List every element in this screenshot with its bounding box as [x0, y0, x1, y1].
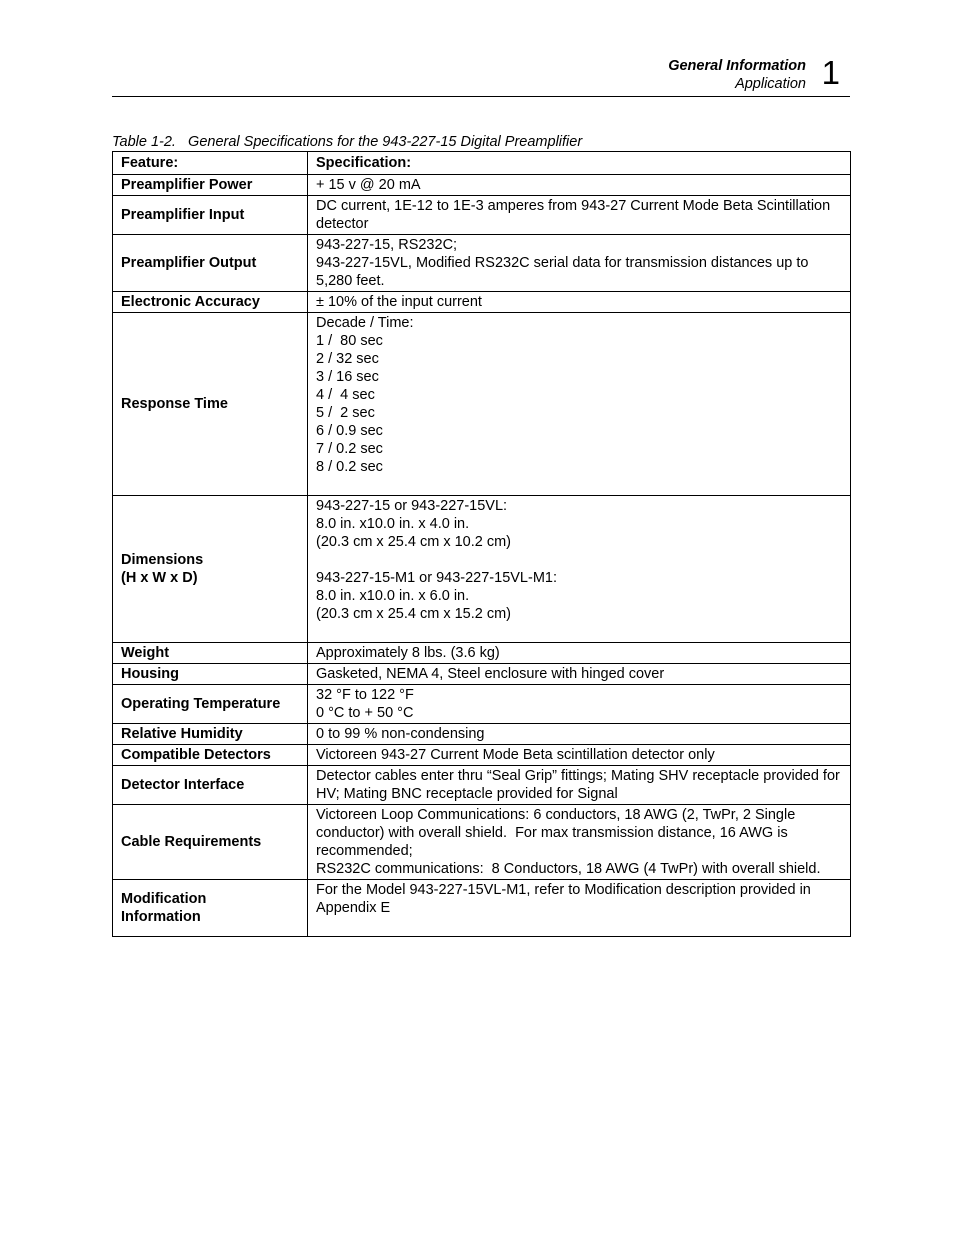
- specification-text: RS232C communications: 8 Conductors, 18 AWG (4 TwPr) with overall shield.: [316, 861, 821, 877]
- specification-text: 8 / 0.2 sec: [316, 459, 383, 475]
- specification-text: Victoreen Loop Communications: 6 conductors, 18 AWG (2, TwPr, 2 Single conductor) with overall shield. For max transmission distance, 16 AWG is recommended;: [316, 807, 800, 859]
- specification-text: 7 / 0.2 sec: [316, 441, 383, 457]
- feature-cell: [113, 880, 308, 937]
- specification-text: 5 / 2 sec: [316, 405, 375, 421]
- header-subsection-title: Application: [735, 76, 806, 92]
- feature-text: Preamplifier Output: [121, 255, 257, 271]
- table-row: [113, 805, 851, 880]
- table-row: [113, 724, 851, 745]
- specification-cell: [308, 664, 851, 685]
- specification-cell: [308, 766, 851, 805]
- feature-text: Cable Requirements: [121, 834, 262, 850]
- table-row: [113, 496, 851, 643]
- feature-text: Housing: [121, 666, 179, 682]
- specification-column-header: Specification:: [308, 152, 851, 175]
- table-row: [113, 664, 851, 685]
- feature-cell: [113, 235, 308, 292]
- feature-text: Preamplifier Power: [121, 177, 253, 193]
- table-row: [113, 313, 851, 496]
- specification-text: 32 °F to 122 °F: [316, 687, 414, 703]
- specification-text: 6 / 0.9 sec: [316, 423, 383, 439]
- specification-text: 943-227-15-M1 or 943-227-15VL-M1:: [316, 570, 557, 586]
- table-header-row: [113, 152, 851, 175]
- feature-column-header: Feature:: [113, 152, 308, 175]
- specification-cell: [308, 745, 851, 766]
- feature-cell: [113, 664, 308, 685]
- table-row: [113, 175, 851, 196]
- specification-text: 4 / 4 sec: [316, 387, 375, 403]
- feature-cell: [113, 766, 308, 805]
- specification-text: 3 / 16 sec: [316, 369, 379, 385]
- feature-cell: [113, 196, 308, 235]
- specification-text: 8.0 in. x10.0 in. x 4.0 in.: [316, 516, 470, 532]
- specification-cell: [308, 175, 851, 196]
- chapter-number: 1: [821, 54, 840, 91]
- feature-text: Relative Humidity: [121, 726, 243, 742]
- specification-cell: [308, 724, 851, 745]
- feature-text: Detector Interface: [121, 777, 245, 793]
- feature-cell: [113, 496, 308, 643]
- feature-text: Electronic Accuracy: [121, 294, 260, 310]
- feature-text: Preamplifier Input: [121, 207, 245, 223]
- specification-text: 943-227-15, RS232C;: [316, 237, 458, 253]
- specification-text: DC current, 1E-12 to 1E-3 amperes from 943-27 Current Mode Beta Scintillation detector: [316, 198, 835, 232]
- specifications-table: [112, 151, 851, 937]
- specification-text: (20.3 cm x 25.4 cm x 15.2 cm): [316, 606, 512, 622]
- feature-text: Weight: [121, 645, 170, 661]
- feature-cell: [113, 805, 308, 880]
- specification-cell: [308, 292, 851, 313]
- feature-text: (H x W x D): [121, 570, 198, 586]
- specification-text: 2 / 32 sec: [316, 351, 379, 367]
- specification-text: 8.0 in. x10.0 in. x 6.0 in.: [316, 588, 470, 604]
- specification-text: Gasketed, NEMA 4, Steel enclosure with hinged cover: [316, 666, 665, 682]
- feature-text: Response Time: [121, 396, 228, 412]
- table-caption: Table 1-2. General Specifications for the 943-227-15 Digital Preamplifier: [112, 134, 583, 150]
- specification-cell: [308, 643, 851, 664]
- feature-text: Dimensions: [121, 552, 204, 568]
- table-row: [113, 643, 851, 664]
- specification-text: 0 to 99 % non-condensing: [316, 726, 485, 742]
- specification-text: Decade / Time:: [316, 315, 414, 331]
- feature-text: Information: [121, 909, 201, 925]
- specification-text: [316, 917, 842, 935]
- table-row: [113, 685, 851, 724]
- feature-cell: [113, 643, 308, 664]
- feature-cell: [113, 724, 308, 745]
- specification-text: 0 °C to + 50 °C: [316, 705, 414, 721]
- table-row: [113, 196, 851, 235]
- table-row: [113, 745, 851, 766]
- feature-cell: [113, 313, 308, 496]
- specification-text: 943-227-15VL, Modified RS232C serial data for transmission distances up to 5,280 feet.: [316, 255, 813, 289]
- feature-text: Modification: [121, 891, 207, 907]
- feature-cell: [113, 685, 308, 724]
- specification-text: ± 10% of the input current: [316, 294, 482, 310]
- table-row: [113, 235, 851, 292]
- specification-cell: [308, 805, 851, 880]
- table-row: [113, 880, 851, 937]
- header-titles: [668, 57, 806, 93]
- specification-text: Approximately 8 lbs. (3.6 kg): [316, 645, 500, 661]
- specification-text: [316, 551, 842, 569]
- table-row: [113, 292, 851, 313]
- specification-cell: [308, 196, 851, 235]
- specification-cell: [308, 685, 851, 724]
- specification-text: + 15 v @ 20 mA: [316, 177, 421, 193]
- header-section-title: General Information: [668, 58, 806, 74]
- specification-text: Victoreen 943-27 Current Mode Beta scintillation detector only: [316, 747, 715, 763]
- specification-text: [316, 476, 842, 494]
- page-header: [112, 52, 850, 97]
- specification-cell: [308, 496, 851, 643]
- specification-cell: [308, 880, 851, 937]
- feature-cell: [113, 175, 308, 196]
- feature-cell: [113, 292, 308, 313]
- specification-text: For the Model 943-227-15VL-M1, refer to Modification description provided in Appendix E: [316, 882, 815, 916]
- specification-cell: [308, 313, 851, 496]
- specification-cell: [308, 235, 851, 292]
- specification-text: Detector cables enter thru “Seal Grip” fittings; Mating SHV receptacle provided for HV; Mating BNC receptacle provided for Signal: [316, 768, 844, 802]
- specification-text: 943-227-15 or 943-227-15VL:: [316, 498, 508, 514]
- specification-text: 1 / 80 sec: [316, 333, 383, 349]
- feature-cell: [113, 745, 308, 766]
- table-row: [113, 766, 851, 805]
- specification-text: (20.3 cm x 25.4 cm x 10.2 cm): [316, 534, 512, 550]
- specification-text: [316, 623, 842, 641]
- table-body: [113, 175, 851, 937]
- feature-text: Compatible Detectors: [121, 747, 271, 763]
- feature-text: Operating Temperature: [121, 696, 281, 712]
